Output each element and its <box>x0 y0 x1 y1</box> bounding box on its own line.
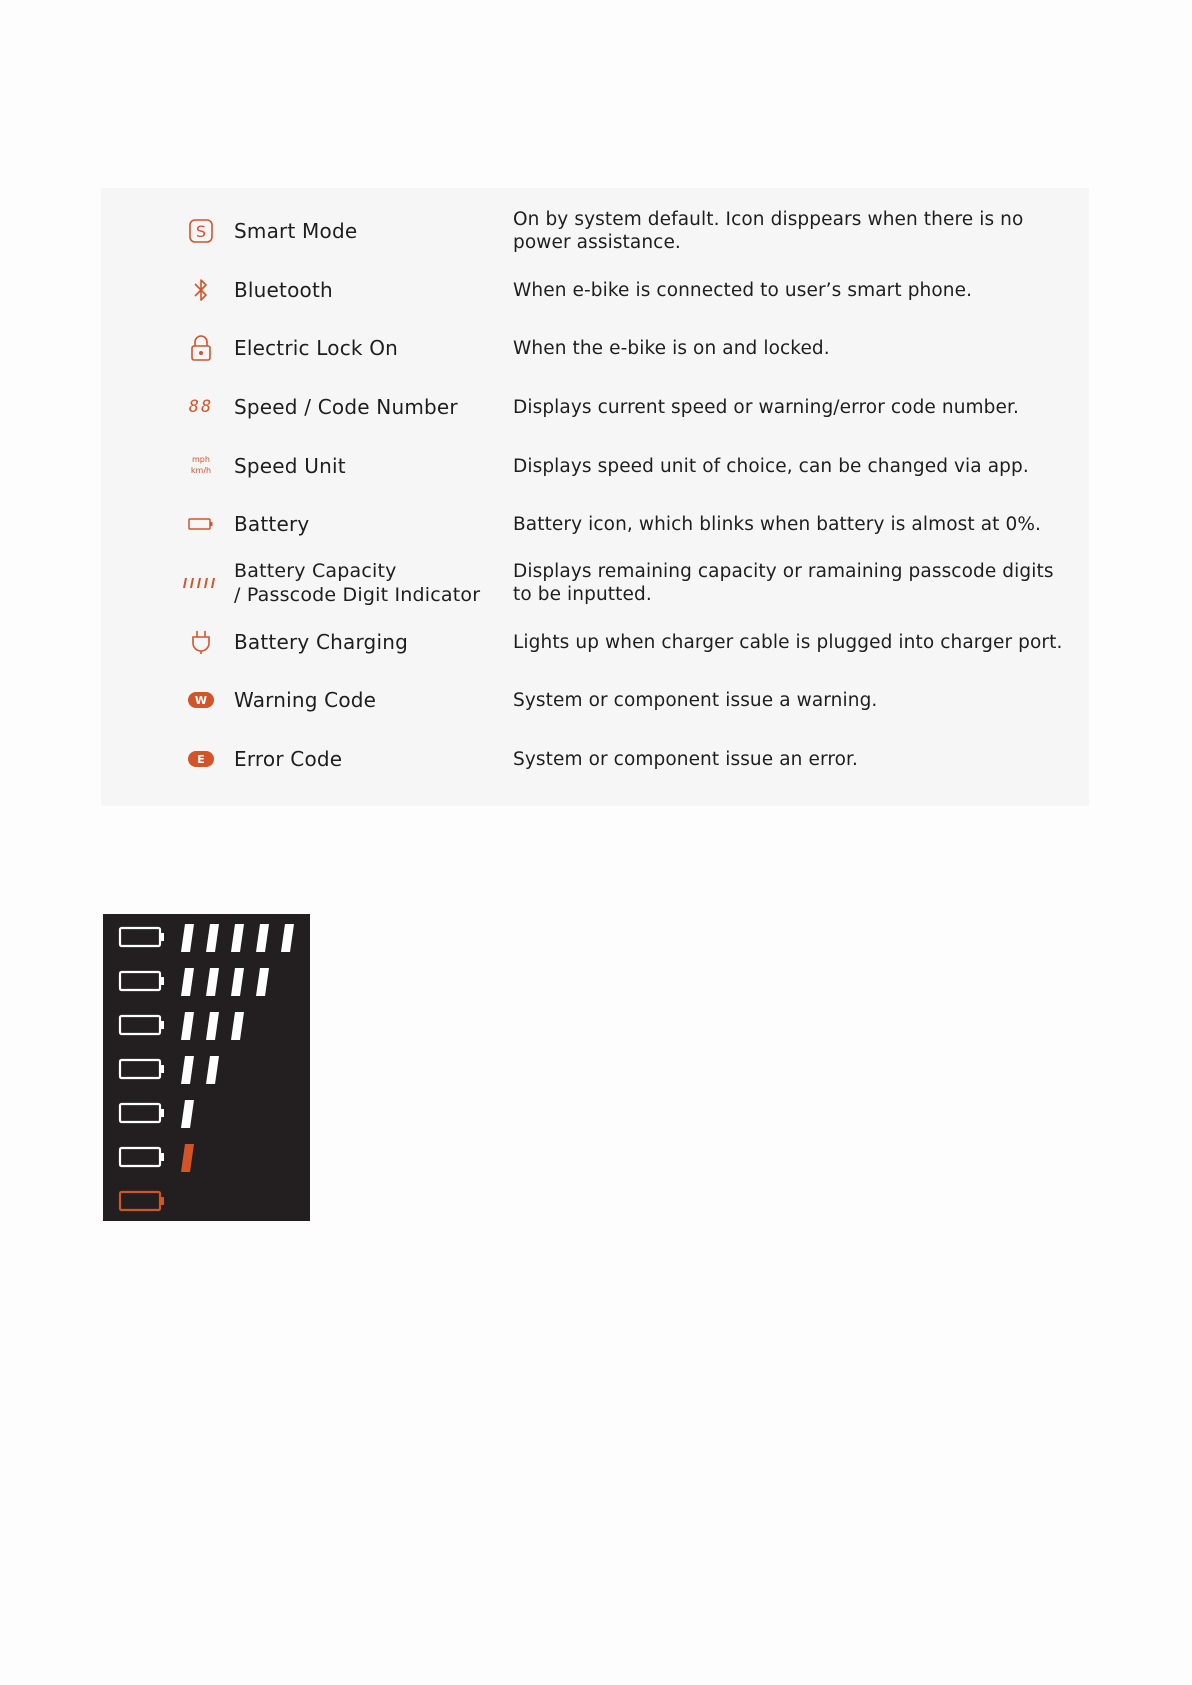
speed-digits-icon: 88 <box>188 397 214 417</box>
legend-row-electric-lock <box>101 320 1089 376</box>
capacity-bar <box>181 968 194 996</box>
battery-tip <box>160 1109 164 1117</box>
warning-icon: W <box>176 672 226 728</box>
capacity-bars-icon <box>176 555 226 611</box>
battery-outline-icon <box>120 928 160 946</box>
battery-level-row <box>120 1012 244 1040</box>
capacity-bar <box>181 1056 194 1084</box>
capacity-bar <box>206 1012 219 1040</box>
icon-legend-panel <box>101 188 1089 806</box>
battery-outline-icon <box>120 1192 160 1210</box>
battery-levels-graphic <box>103 914 310 1221</box>
legend-label: Battery Capacity / Passcode Digit Indicator <box>234 560 481 606</box>
capacity-bar <box>231 924 244 952</box>
legend-description: Displays remaining capacity or ramaining passcode digits to be inputted. <box>513 561 1054 605</box>
capacity-bar <box>206 1056 219 1084</box>
battery-icon <box>176 496 226 552</box>
legend-description: Displays current speed or warning/error code number. <box>513 396 1019 418</box>
legend-row-speed-unit <box>101 438 1089 494</box>
capacity-bar <box>181 1100 194 1128</box>
legend-row-warning-code <box>101 672 1089 728</box>
error-icon: E <box>176 731 226 787</box>
battery-tip <box>160 1065 164 1073</box>
battery-outline-icon <box>120 1104 160 1122</box>
battery-tip <box>160 1197 164 1205</box>
battery-level-row <box>120 968 269 996</box>
legend-description: When e-bike is connected to user’s smart phone. <box>513 279 973 301</box>
legend-description: Lights up when charger cable is plugged into charger port. <box>513 631 1063 653</box>
legend-row-speed-code <box>101 379 1089 435</box>
legend-row-smart-mode <box>101 203 1089 259</box>
battery-tip <box>160 977 164 985</box>
battery-tip <box>160 1153 164 1161</box>
legend-description: System or component issue an error. <box>513 748 859 770</box>
smart-mode-icon <box>176 203 226 259</box>
battery-tip <box>160 1021 164 1029</box>
capacity-bar <box>181 924 194 952</box>
battery-level-display <box>103 914 310 1221</box>
bluetooth-icon <box>176 262 226 318</box>
legend-description: Displays speed unit of choice, can be changed via app. <box>513 455 1029 477</box>
capacity-bar <box>181 1144 194 1172</box>
legend-description: Battery icon, which blinks when battery is almost at 0%. <box>513 513 1042 535</box>
capacity-bar <box>181 1012 194 1040</box>
battery-outline-icon <box>120 1016 160 1034</box>
legend-row-bluetooth <box>101 262 1089 318</box>
legend-label: Error Code <box>234 747 343 771</box>
legend-label: Speed Unit <box>234 454 346 478</box>
legend-label: Warning Code <box>234 688 377 712</box>
speed-unit-icon: mph km/h <box>190 455 212 475</box>
battery-outline-icon <box>120 972 160 990</box>
legend-row-battery <box>101 496 1089 552</box>
svg-text:S: S <box>195 222 207 241</box>
capacity-bar <box>281 924 294 952</box>
battery-level-row <box>120 1100 194 1128</box>
legend-description: System or component issue a warning. <box>513 689 878 711</box>
legend-row-battery-charging <box>101 614 1089 670</box>
capacity-bar <box>256 924 269 952</box>
legend-label: Battery Charging <box>234 630 408 654</box>
battery-outline-icon <box>120 1148 160 1166</box>
legend-row-error-code <box>101 731 1089 787</box>
battery-level-row <box>120 924 294 952</box>
capacity-bar <box>231 1012 244 1040</box>
battery-tip <box>160 933 164 941</box>
battery-level-row <box>120 1056 219 1084</box>
plug-icon <box>176 614 226 670</box>
capacity-bar <box>206 924 219 952</box>
legend-label: Smart Mode <box>234 219 358 243</box>
battery-level-row <box>120 1144 194 1172</box>
legend-label: Bluetooth <box>234 278 333 302</box>
battery-outline-icon <box>120 1060 160 1078</box>
legend-description: When the e-bike is on and locked. <box>513 337 830 359</box>
battery-level-row <box>120 1192 164 1210</box>
capacity-bar <box>231 968 244 996</box>
legend-label: Electric Lock On <box>234 336 399 360</box>
capacity-bar <box>206 968 219 996</box>
capacity-bar <box>256 968 269 996</box>
legend-row-battery-capacity <box>101 555 1089 611</box>
legend-label: Battery <box>234 512 310 536</box>
lock-icon <box>176 320 226 376</box>
legend-description: On by system default. Icon disppears when there is no power assistance. <box>513 209 1024 253</box>
legend-label: Speed / Code Number <box>234 395 458 419</box>
